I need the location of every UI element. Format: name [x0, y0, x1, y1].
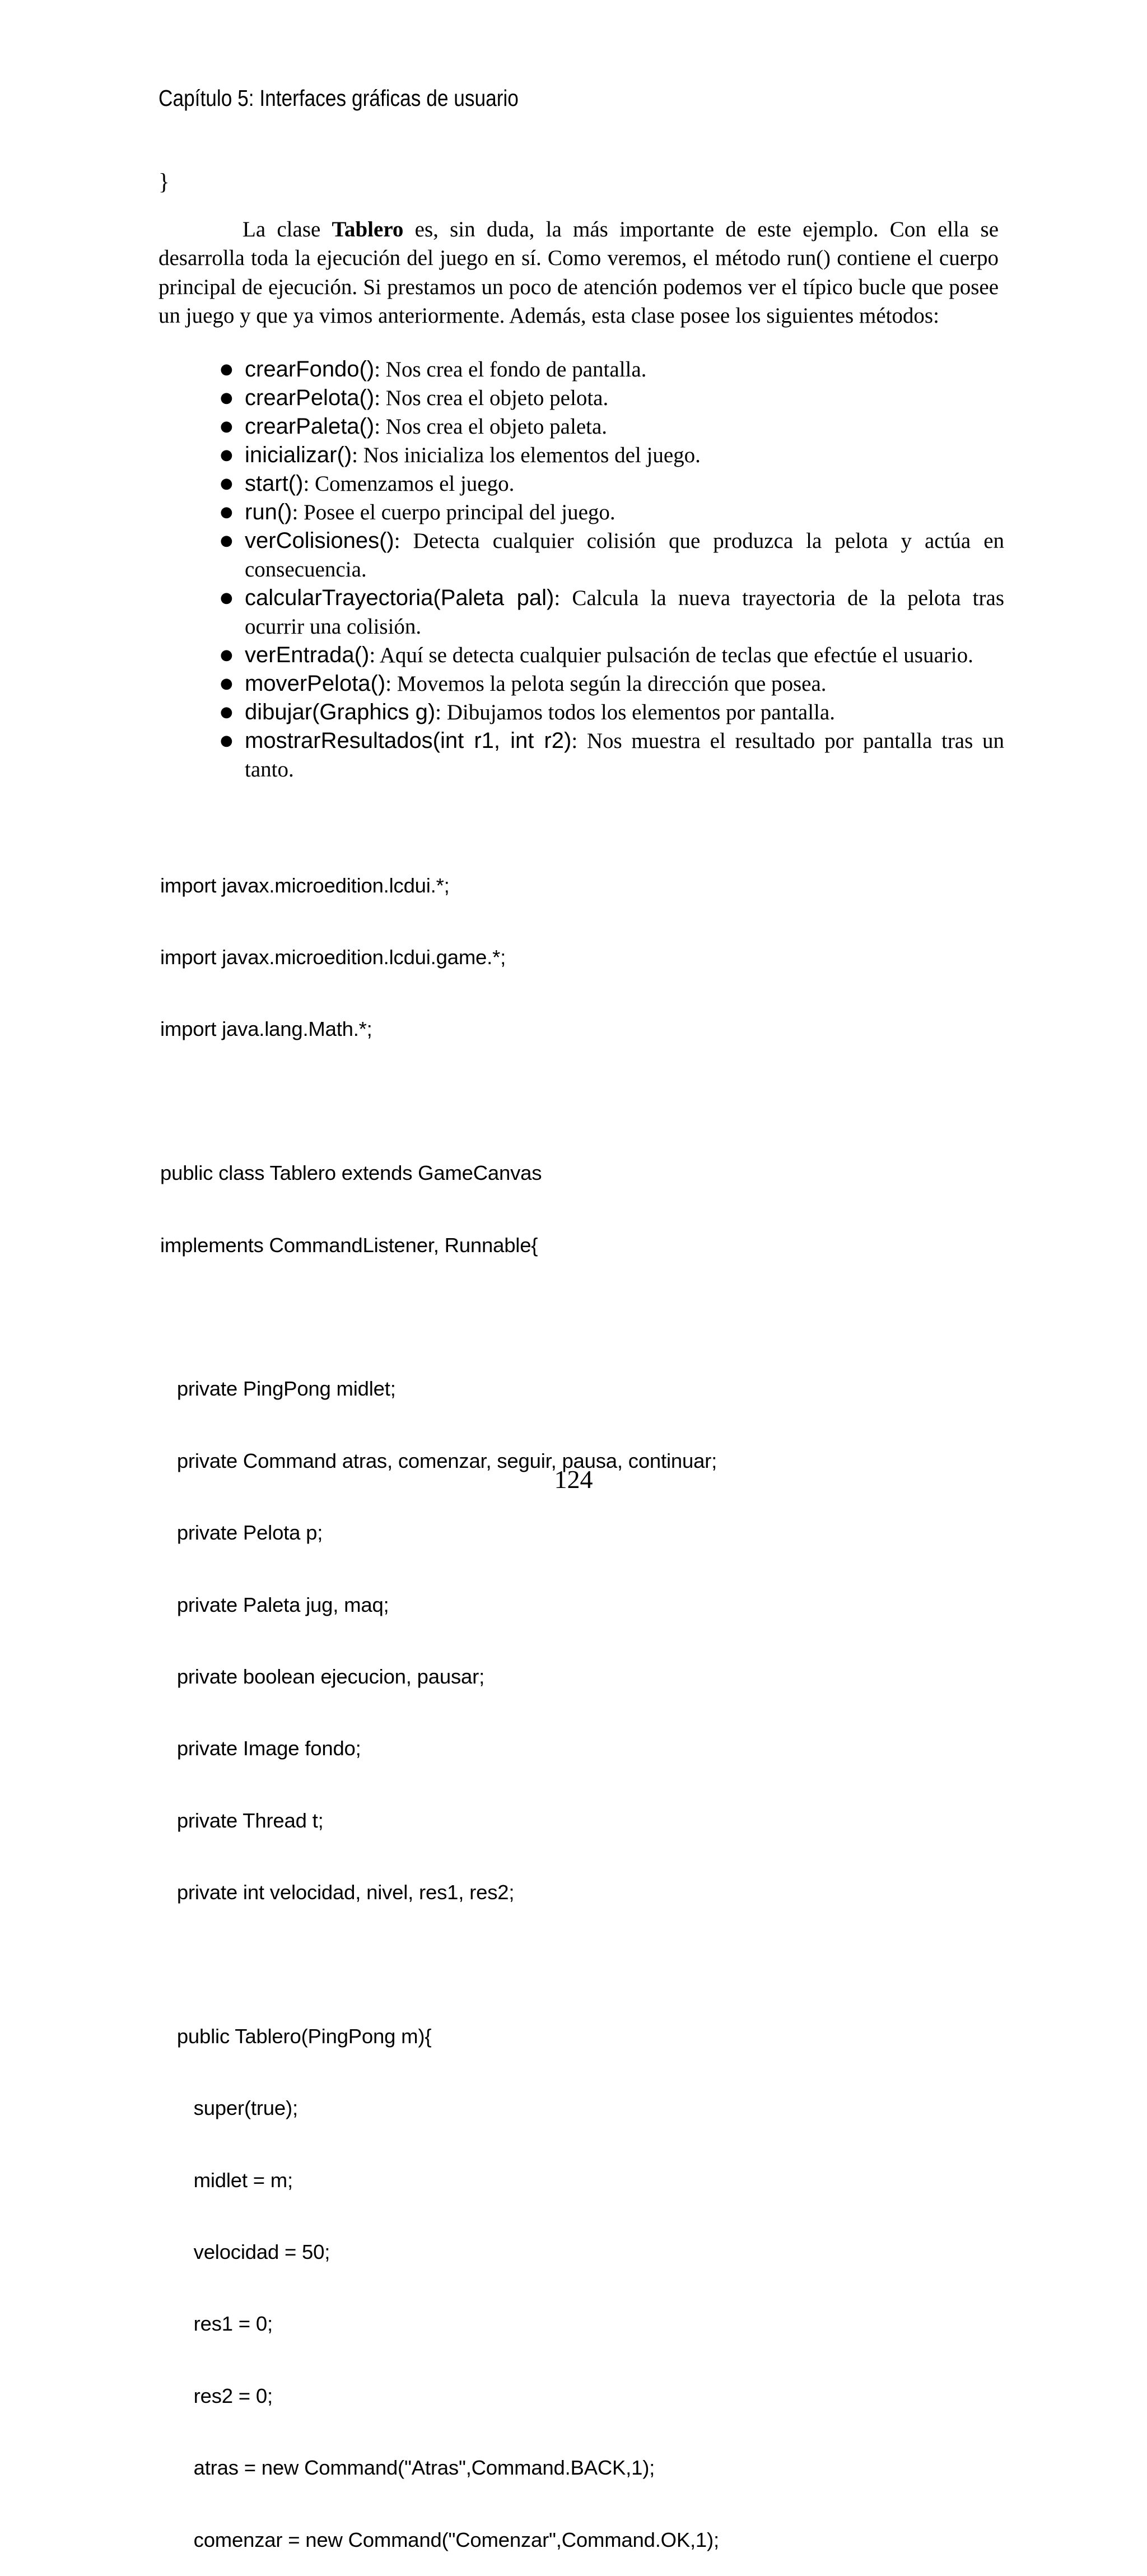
method-item [220, 498, 1004, 527]
method-name: dibujar(Graphics g) [245, 700, 436, 724]
method-description: : Nos crea el objeto paleta. [374, 415, 608, 439]
method-name: crearPelota() [245, 385, 375, 410]
bullet-icon: ● [220, 647, 233, 663]
methods-list [220, 355, 1004, 784]
code-listing [160, 826, 719, 2576]
paragraph-indent [158, 217, 243, 241]
bullet-icon: ● [220, 389, 233, 406]
code-line: private boolean ejecucion, pausar; [160, 1664, 485, 1688]
bullet-icon: ● [220, 704, 233, 720]
code-line: private int velocidad, nivel, res1, res2; [160, 1881, 515, 1904]
method-description: : Nos inicializa los elementos del juego. [352, 443, 701, 467]
code-line: public class Tablero extends GameCanvas [160, 1161, 542, 1185]
method-name: crearFondo() [245, 357, 375, 382]
method-item [220, 727, 1004, 784]
method-description: : Nos crea el fondo de pantalla. [374, 357, 647, 382]
intro-paragraph [158, 215, 999, 331]
method-item [220, 641, 1004, 669]
class-name-bold: Tablero [332, 217, 404, 241]
method-description: : Posee el cuerpo principal del juego. [292, 500, 616, 524]
method-item [220, 698, 1004, 727]
method-name: crearPaleta() [245, 414, 375, 439]
code-line: import javax.microedition.lcdui.game.*; [160, 945, 506, 969]
bullet-icon: ● [220, 589, 233, 606]
method-item [220, 412, 1004, 441]
code-line [160, 1305, 719, 1329]
method-name: inicializar() [245, 443, 352, 467]
closing-brace: } [158, 169, 170, 194]
method-name: moverPelota() [245, 671, 386, 696]
method-item [220, 355, 1004, 384]
code-line [160, 1090, 719, 1114]
method-description: : Comenzamos el juego. [303, 472, 515, 496]
bullet-icon: ● [220, 447, 233, 463]
bullet-icon: ● [220, 675, 233, 692]
code-line: private Thread t; [160, 1808, 324, 1832]
code-line: super(true); [160, 2096, 298, 2120]
method-name: run() [245, 500, 292, 524]
paragraph-lead: La clase [243, 217, 332, 241]
method-name: verEntrada() [245, 643, 370, 667]
bullet-icon: ● [220, 732, 233, 749]
method-item [220, 669, 1004, 698]
bullet-icon: ● [220, 532, 233, 549]
code-line: res2 = 0; [160, 2384, 273, 2407]
bullet-icon: ● [220, 504, 233, 520]
method-name: start() [245, 471, 304, 496]
method-description: : Calcula la nueva trayectoria de la pelota tras ocurrir una colisión. [245, 586, 1004, 639]
code-line: atras = new Command("Atras",Command.BACK,1); [160, 2456, 655, 2480]
method-description: : Nos crea el objeto pelota. [374, 386, 609, 410]
paragraph-body: es, sin duda, la más importante de este ejemplo. Con ella se desarrolla toda la ejecución del juego en sí. Como veremos, el método run() contiene el cuerpo principal de ejecución. Si prestamos un poco de atención podemos ver el típico bucle que posee un juego y que ya vimos anteriormente. Además, esta clase posee los siguientes métodos: [158, 217, 999, 328]
method-description: : Dibujamos todos los elementos por pantalla. [435, 700, 835, 724]
bullet-icon: ● [220, 361, 233, 378]
code-line: velocidad = 50; [160, 2240, 330, 2264]
method-name: verColisiones() [245, 528, 394, 553]
code-line: public Tablero(PingPong m){ [160, 2024, 432, 2048]
bullet-icon: ● [220, 418, 233, 435]
method-name: mostrarResultados(int r1, int r2) [245, 728, 572, 753]
code-line: implements CommandListener, Runnable{ [160, 1233, 538, 1257]
method-description: : Movemos la pelota según la dirección que posea. [385, 672, 827, 696]
method-item [220, 441, 1004, 469]
code-line: private PingPong midlet; [160, 1377, 396, 1401]
method-description: : Detecta cualquier colisión que produzca la pelota y actúa en consecuencia. [245, 529, 1004, 582]
method-item [220, 584, 1004, 641]
code-line: private Paleta jug, maq; [160, 1593, 389, 1616]
code-line [160, 1952, 719, 1977]
chapter-header: Capítulo 5: Interfaces gráficas de usuario [158, 85, 519, 111]
code-line: import javax.microedition.lcdui.*; [160, 873, 450, 897]
method-description: : Aquí se detecta cualquier pulsación de teclas que efectúe el usuario. [369, 643, 973, 667]
bullet-icon: ● [220, 475, 233, 492]
method-item [220, 527, 1004, 584]
code-line: import java.lang.Math.*; [160, 1017, 372, 1041]
method-item [220, 469, 1004, 498]
code-line: private Pelota p; [160, 1521, 323, 1545]
code-line: comenzar = new Command("Comenzar",Command.OK,1); [160, 2528, 719, 2551]
code-line: private Image fondo; [160, 1737, 361, 1760]
method-description: : Nos muestra el resultado por pantalla tras un tanto. [245, 729, 1005, 782]
method-item [220, 384, 1004, 412]
page-number: 124 [554, 1465, 593, 1494]
method-name: calcularTrayectoria(Paleta pal) [245, 585, 554, 610]
code-line: res1 = 0; [160, 2312, 273, 2336]
code-line: private Command atras, comenzar, seguir, pausa, continuar; [160, 1449, 717, 1472]
code-line: midlet = m; [160, 2168, 293, 2192]
